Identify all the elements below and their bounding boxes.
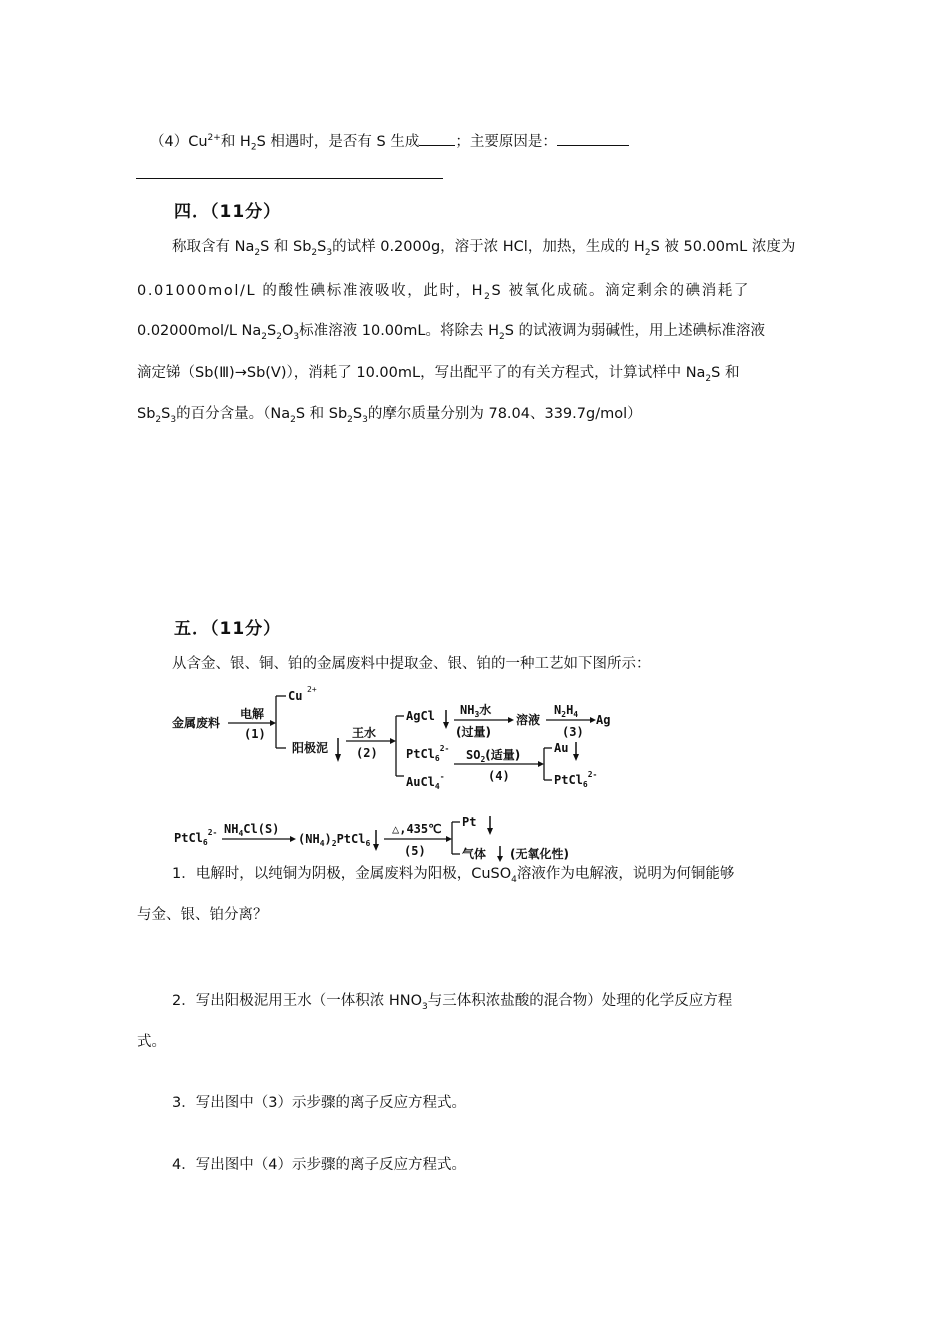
label-electrolysis: 电解 [240, 707, 265, 721]
label-so2: $SO_2$(适量) [466, 748, 521, 764]
section4-title: 四．（11分） [174, 202, 282, 222]
label-anode-mud: 阳极泥 [292, 741, 329, 755]
label-ptcl6-start: PtCl$_6^{2-}$ [174, 828, 218, 847]
section4-line-1: 称取含有 $Na_2S$ 和 $Sb_2S_3$的试样 0.2000g，溶于浓 HCl，加热，生成的 $H_2S$ 被 50.00mL 浓度为 [172, 239, 796, 258]
label-pt: Pt [462, 815, 477, 829]
q4-answer-blank-1[interactable] [419, 131, 455, 146]
q4-cu-charge: 2+ [207, 133, 221, 143]
section5-intro: 从含金、银、铜、铂的金属废料中提取金、银、铂的一种工艺如下图所示： [172, 656, 651, 672]
label-ptcl6: PtCl$_6^{2-}$ [406, 744, 450, 763]
label-aqua-regia: 王水 [352, 726, 377, 740]
section5-q3: 3．写出图中（3）示步骤的离子反应方程式。 [172, 1095, 466, 1111]
label-gas: 气体 [462, 847, 487, 861]
label-metal-waste: 金属废料 [172, 716, 221, 730]
label-excess: (过量) [456, 725, 491, 739]
label-cu: Cu [288, 689, 303, 703]
label-aucl4: AuCl$_4$- [406, 772, 445, 791]
label-ptcl6-out: PtCl$_6^{2-}$ [554, 770, 598, 789]
q4-answer-line[interactable] [136, 178, 443, 179]
label-step2: (2) [356, 746, 378, 760]
label-step4: (4) [488, 769, 510, 783]
q4-text-2: 和 H [220, 133, 251, 150]
label-hydrazine: $N_2H_4$ [554, 703, 579, 719]
label-ammonium-pt: $(NH_4)_2PtCl_6$ [298, 832, 371, 848]
q4-h2s-sub: 2 [250, 142, 257, 153]
process-flow-diagram [170, 682, 610, 862]
section4-line-5: $Sb_2S_3$的百分含量。（$Na_2S$ 和 $Sb_2S_3$的摩尔质量分别为 78.04、339.7g/mol） [137, 406, 642, 425]
label-nh3: $NH_3$水 [460, 703, 492, 719]
q4-text-1: （4）Cu [150, 133, 208, 150]
section4-line-2: 0.01000mol/L 的酸性碘标准液吸收，此时，$H_2S$ 被氧化成硫。滴定剩余的碘消耗了 [137, 283, 751, 302]
section5-q1-line-1: 1．电解时，以纯铜为阴极，金属废料为阳极，CuSO$_4$溶液作为电解液，说明为何铜能够 [172, 866, 735, 885]
label-solution: 溶液 [516, 713, 541, 727]
label-step1: (1) [244, 727, 266, 741]
label-no-oxidizing: (无氧化性) [510, 847, 569, 861]
section4-line-3: 0.02000mol/L $Na_2S_2O_3$标准溶液 10.00mL。将除去 $H_2S$ 的试液调为弱碱性，用上述碘标准溶液 [137, 323, 766, 342]
label-ag: Ag [596, 713, 610, 727]
section4-line-4: 滴定锑（Sb(Ⅲ)→Sb(Ⅴ)），消耗了 10.00mL，写出配平了的有关方程式，计算试样中 $Na_2S$ 和 [137, 365, 740, 384]
label-heat: △,435℃ [392, 822, 442, 836]
section5-q2-line-1: 2．写出阳极泥用王水（一体积浓 $HNO_3$与三体积浓盐酸的混合物）处理的化学反应方程 [172, 993, 733, 1012]
label-step5: (5) [404, 844, 426, 858]
label-step3: (3) [562, 725, 584, 739]
section5-q1-line-2: 与金、银、铂分离？ [137, 907, 268, 923]
section5-q2-line-2: 式。 [137, 1034, 166, 1050]
label-cu-charge: 2+ [307, 685, 317, 694]
q4-answer-blank-2[interactable] [557, 131, 629, 146]
label-agcl: AgCl [406, 709, 435, 723]
section5-q4: 4．写出图中（4）示步骤的离子反应方程式。 [172, 1157, 466, 1173]
q4-text-3: S 相遇时，是否有 S 生成 [256, 133, 420, 150]
q4-text-4: ；主要原因是： [455, 133, 557, 150]
label-au: Au [554, 741, 569, 755]
label-nh4cl: $NH_4Cl(S)$ [224, 822, 280, 838]
q4-line [150, 128, 629, 158]
section5-title: 五．（11分） [174, 619, 282, 639]
